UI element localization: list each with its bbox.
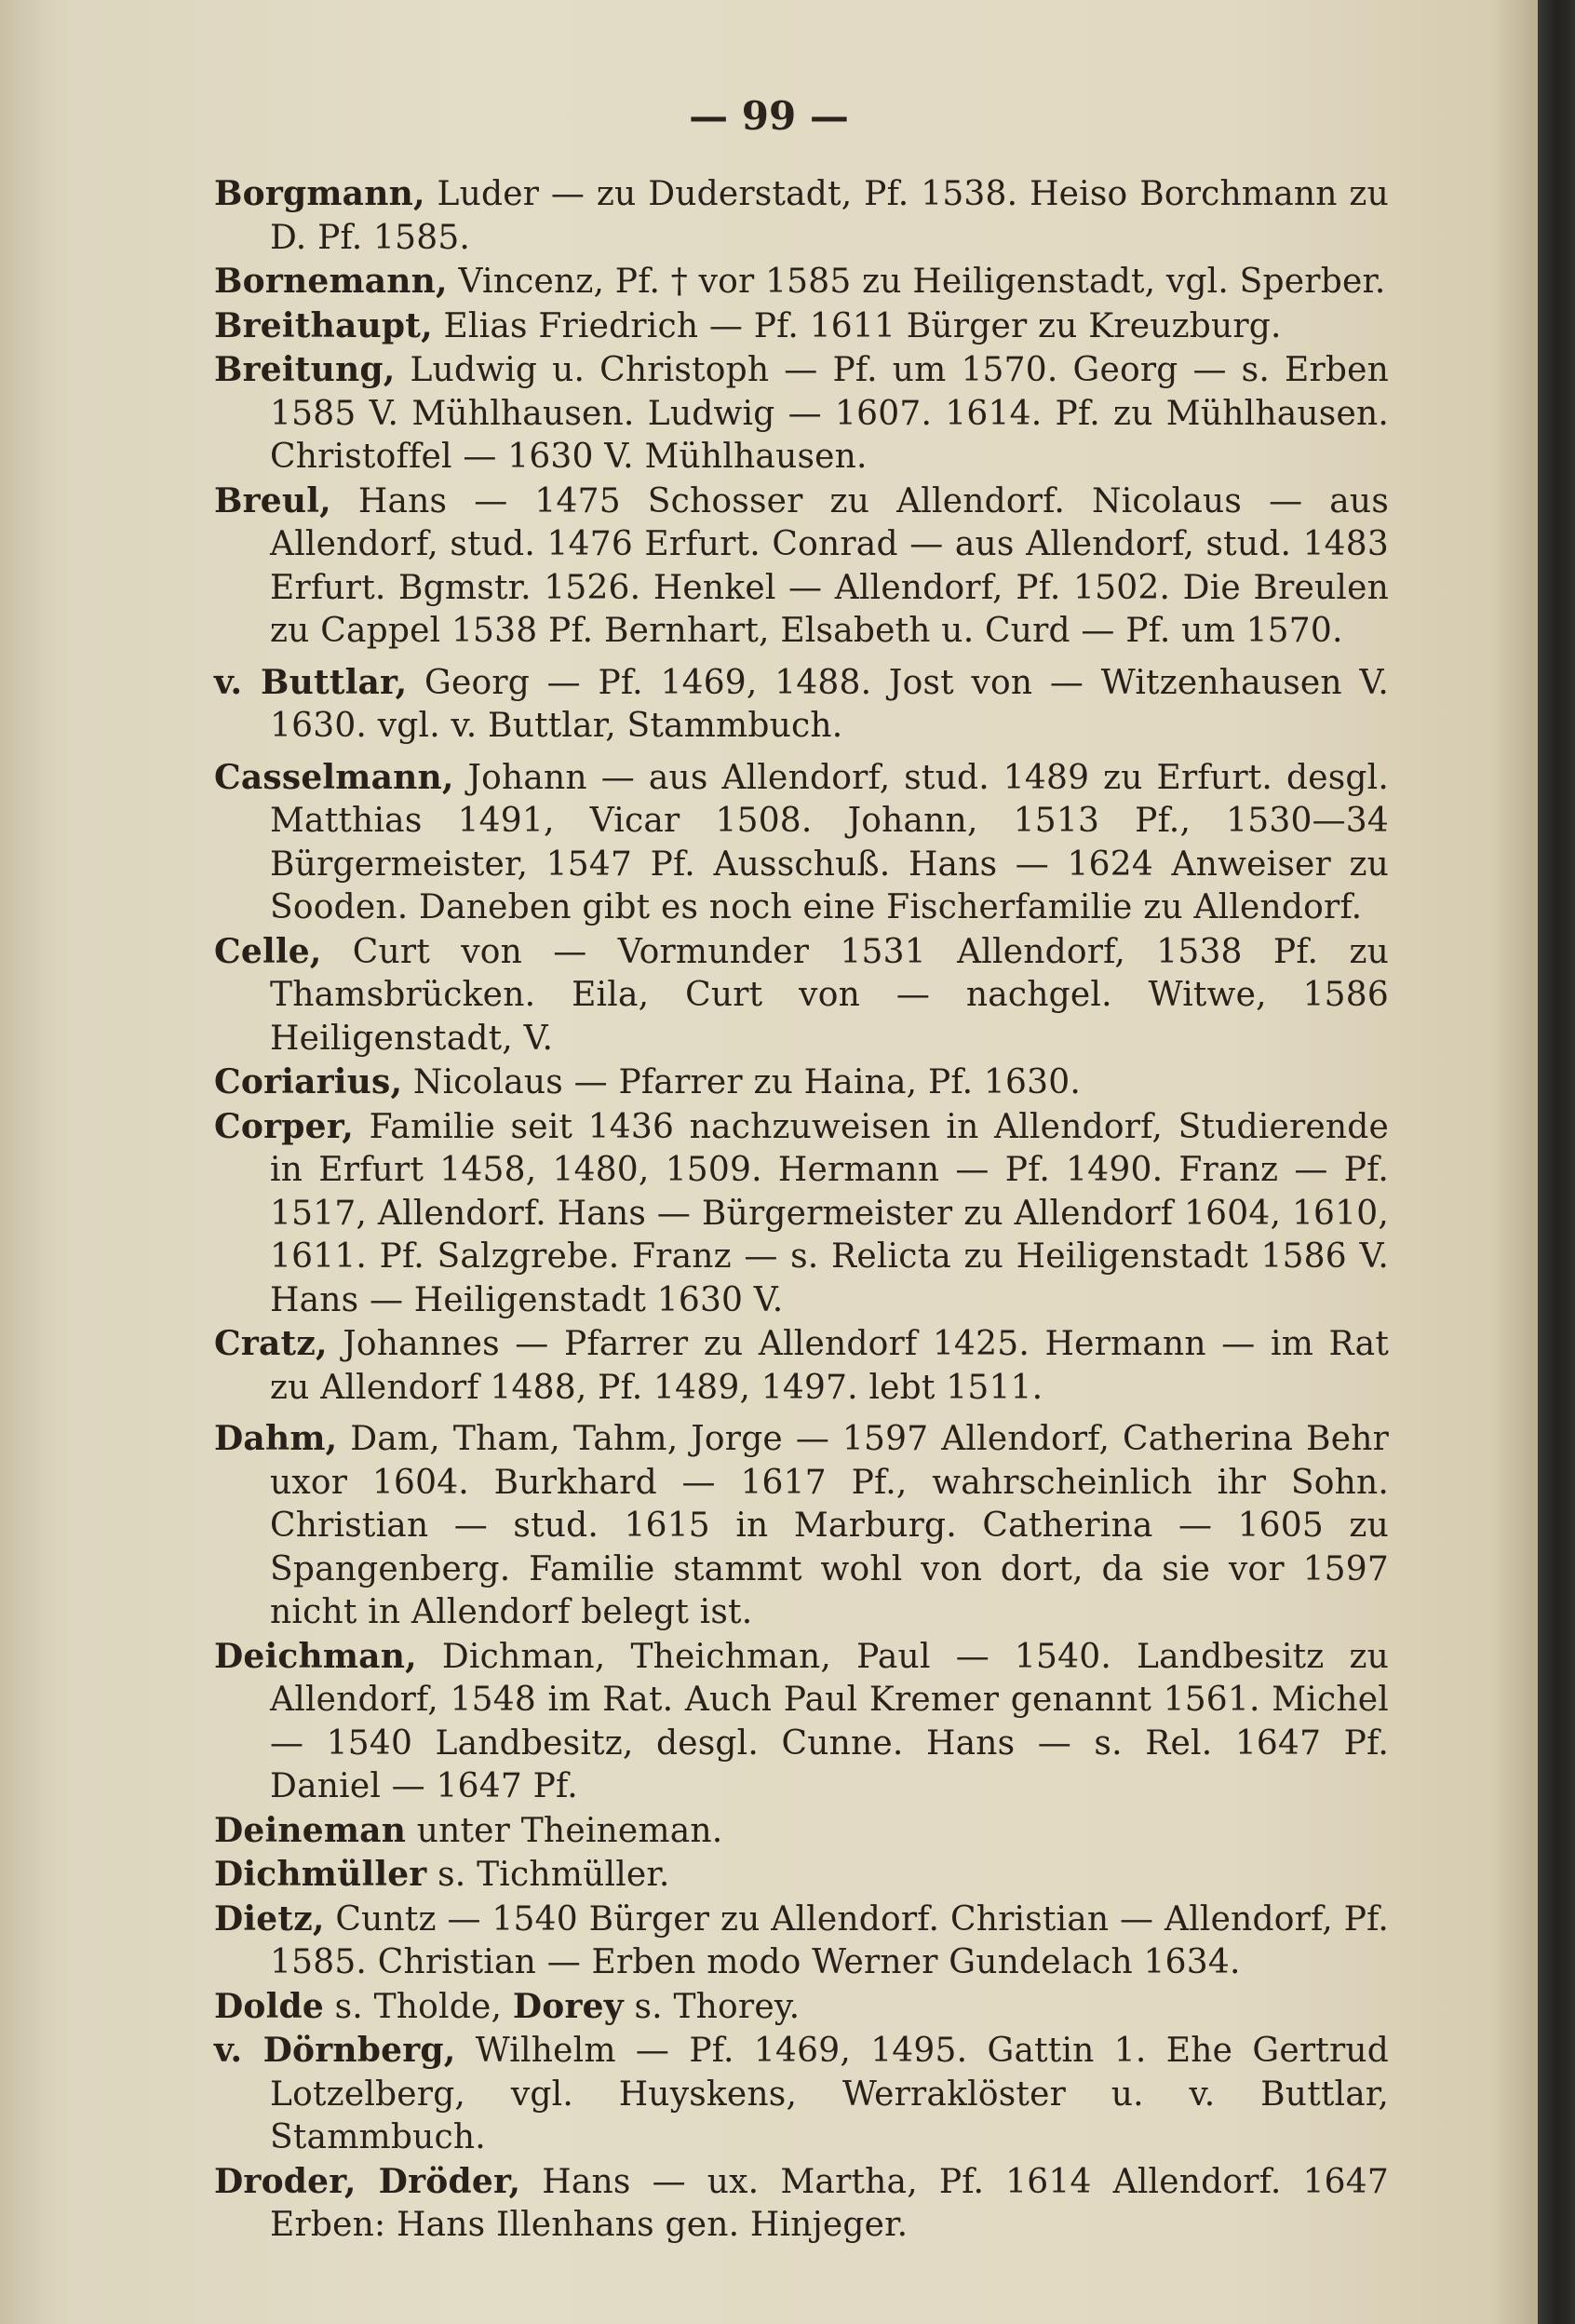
entry-name: Breitung, [214,350,396,389]
entry-text: Hans — ux. Martha, Pf. 1614 Allendorf. 1647 Erben: Hans Illenhans gen. Hinjeger. [270,2162,1389,2244]
entry-text: Curt von — Vormunder 1531 Allendorf, 1538 Pf. zu Thamsbrücken. Eila, Curt von — nachgel. Witwe, 1586 Heiligenstadt, V. [270,932,1389,1058]
entry-dichmueller [214,1853,1389,1898]
entry-corper [214,1105,1389,1323]
entry-name: Coriarius, [214,1062,403,1101]
entry-text: Cuntz — 1540 Bürger zu Allendorf. Christian — Allendorf, Pf. 1585. Christian — Erben modo Werner Gundelach 1634. [270,1899,1389,1981]
entry-name: Dietz, [214,1898,325,1939]
entry-casselmann [214,756,1389,930]
entry-droder [214,2160,1389,2248]
entry-text: Dichman, Theichman, Paul — 1540. Landbesitz zu Allendorf, 1548 im Rat. Auch Paul Kremer genannt 1561. Michel — 1540 Landbesitz, desgl. Cunne. Hans — s. Rel. 1647 Pf. Daniel — 1647 Pf. [270,1637,1389,1805]
entry-breithaupt [214,304,1389,349]
entry-dietz [214,1898,1389,1985]
entry-text: Nicolaus — Pfarrer zu Haina, Pf. 1630. [402,1063,1081,1101]
entry-coriarius [214,1061,1389,1105]
entry-text: Johannes — Pfarrer zu Allendorf 1425. Hermann — im Rat zu Allendorf 1488, Pf. 1489, 1497. lebt 1511. [270,1325,1389,1407]
entry-text: Hans — 1475 Schosser zu Allendorf. Nicolaus — aus Allendorf, stud. 1476 Erfurt. Conrad — aus Allendorf, stud. 1483 Erfurt. Bgmstr. 1526. Henkel — Allendorf, Pf. 1502. Die Breulen zu Cappel 1538 Pf. Bernhart, Elsabeth u. Curd — Pf. um 1570. [270,481,1389,650]
entry-name-dorey: Dorey [512,1986,624,2026]
entry-text: s. Tichmüller. [426,1856,670,1894]
entry-name: Cratz, [214,1324,328,1363]
entry-name: Breul, [214,480,331,520]
entry-text: s. Tholde, [323,1987,513,2026]
entry-deichman [214,1635,1389,1809]
entry-bornemann [214,260,1389,304]
book-binding-edge [1538,0,1575,2324]
entry-text: Georg — Pf. 1469, 1488. Jost von — Witzenhausen V. 1630. vgl. v. Buttlar, Stammbuch. [270,663,1389,745]
entry-name: Droder, Dröder, [214,2161,521,2201]
entry-breitung [214,348,1389,480]
entry-text: Elias Friedrich — Pf. 1611 Bürger zu Kreuzburg. [432,306,1282,345]
entry-name: Breithaupt, [214,305,433,345]
page-number: — 99 — [689,93,849,139]
entry-name: v. Dörnberg, [214,2031,456,2070]
entry-name: Borgmann, [214,174,425,213]
entry-name: Dahm, [214,1419,338,1458]
entry-name: Casselmann, [214,757,454,797]
entry-breul [214,480,1389,654]
entry-text: Johann — aus Allendorf, stud. 1489 zu Erfurt. desgl. Matthias 1491, Vicar 1508. Johann, 1513 Pf., 1530—34 Bürgermeister, 1547 Pf. Ausschuß. Hans — 1624 Anweiser zu Sooden. Daneben gibt es noch eine Fischerfamilie zu Allendorf. [270,758,1389,926]
entry-deineman [214,1809,1389,1854]
entry-name: Celle, [214,931,322,971]
entry-buttlar [214,661,1389,749]
entry-name: Dolde [214,1986,324,2026]
entry-text: Luder — zu Duderstadt, Pf. 1538. Heiso Borchmann zu D. Pf. 1585. [270,175,1389,257]
entry-doernberg [214,2029,1389,2160]
entry-cratz [214,1322,1389,1410]
entry-borgmann [214,172,1389,260]
entry-name: Bornemann, [214,262,448,301]
entry-text: Dam, Tham, Tahm, Jorge — 1597 Allendorf, Catherina Behr uxor 1604. Burkhard — 1617 Pf., wahrscheinlich ihr Sohn. Christian — stud. 1615 in Marburg. Catherina — 1605 zu Spangenberg. Familie stammt wohl von dort, da sie vor 1597 nicht in Allendorf belegt ist. [270,1420,1389,1631]
entry-dahm [214,1417,1389,1635]
entry-name: Dichmüller [214,1855,427,1894]
entry-text: Wilhelm — Pf. 1469, 1495. Gattin 1. Ehe Gertrud Lotzelberg, vgl. Huyskens, Werraklöster u. v. Buttlar, Stammbuch. [270,2032,1389,2156]
entry-celle [214,930,1389,1061]
entry-text-dorey: s. Thorey. [623,1987,801,2026]
entry-text: Familie seit 1436 nachzuweisen in Allendorf, Studierende in Erfurt 1458, 1480, 1509. Hermann — Pf. 1490. Franz — Pf. 1517, Allendorf. Hans — Bürgermeister zu Allendorf 1604, 1610, 1611. Pf. Salzgrebe. Franz — s. Relicta zu Heiligenstadt 1586 V. Hans — Heiligenstadt 1630 V. [270,1107,1389,1319]
entry-text: unter Theineman. [406,1811,723,1850]
entry-text: Vincenz, Pf. † vor 1585 zu Heiligenstadt, vgl. Sperber. [447,263,1386,301]
register-text [214,172,1389,2248]
entry-name: v. Buttlar, [214,662,408,702]
entry-name: Deineman [214,1810,407,1850]
entry-name: Deichman, [214,1636,417,1676]
entry-name: Corper, [214,1106,354,1146]
entry-text: Ludwig u. Christoph — Pf. um 1570. Georg — s. Erben 1585 V. Mühlhausen. Ludwig — 1607. 1614. Pf. zu Mühlhausen. Christoffel — 1630 V. Mühlhausen. [270,351,1389,476]
entry-dolde [214,1985,1389,2030]
